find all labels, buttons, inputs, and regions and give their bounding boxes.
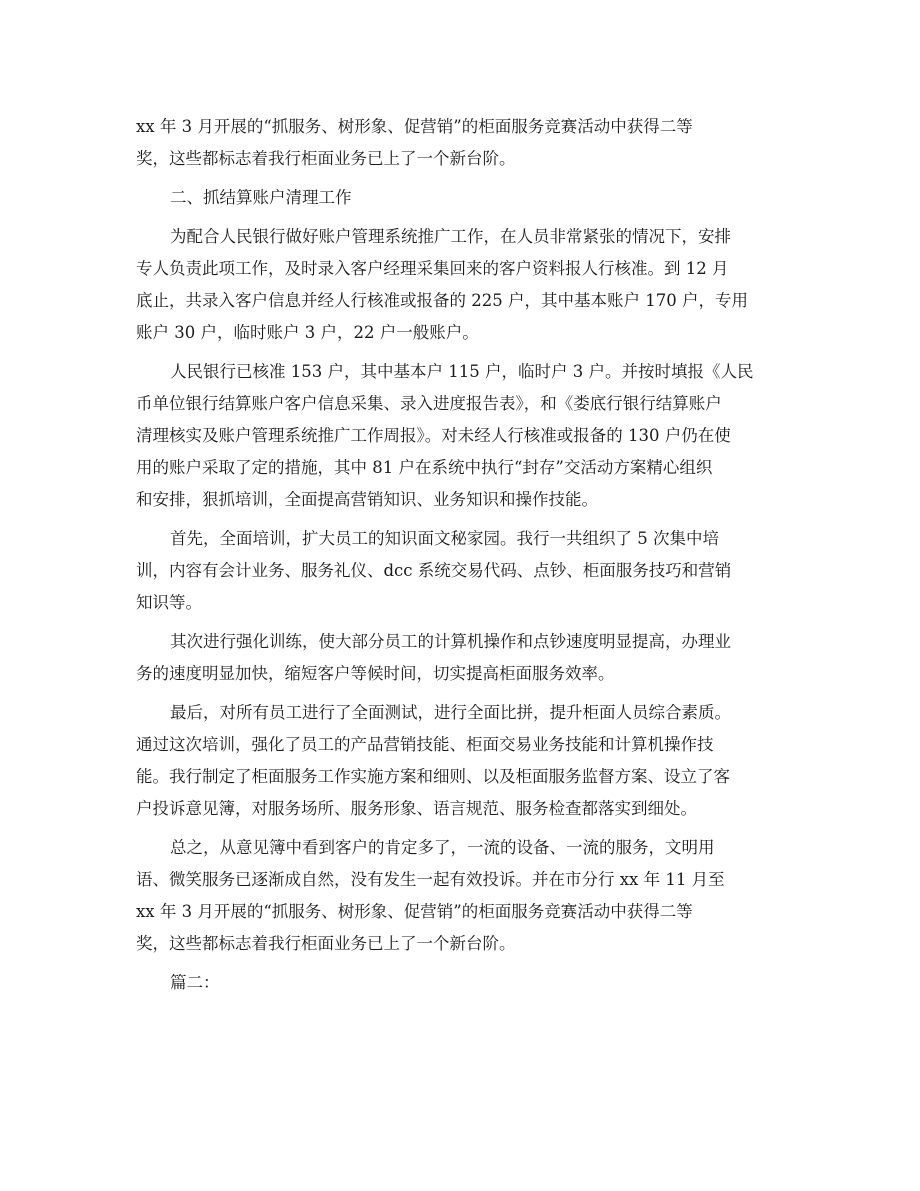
text-line: 和安排，狠抓培训，全面提高营销知识、业务知识和操作技能。: [136, 490, 598, 509]
text-line: 训，内容有会计业务、服务礼仪、dcc 系统交易代码、点钞、柜面服务技巧和营销: [136, 561, 732, 580]
text-line: 奖，这些都标志着我行柜面业务已上了一个新台阶。: [136, 149, 516, 168]
section-heading: [136, 182, 796, 214]
text-line: 能。我行制定了柜面服务工作实施方案和细则、以及柜面服务监督方案、设立了客: [136, 767, 730, 786]
paragraph: [136, 111, 796, 175]
text-line: 通过这次培训，强化了员工的产品营销技能、柜面交易业务技能和计算机操作技: [136, 735, 714, 754]
paragraph: [136, 626, 796, 690]
document-body: [136, 111, 796, 999]
text-line: 人民银行已核准 153 户，其中基本户 115 户，临时户 3 户。并按时填报《人民: [170, 362, 754, 381]
text-line: 账户 30 户，临时账户 3 户，22 户一般账户。: [136, 323, 479, 342]
text-line: 篇二：: [170, 973, 220, 992]
text-line: 奖，这些都标志着我行柜面业务已上了一个新台阶。: [136, 934, 516, 953]
section-label: [136, 967, 796, 999]
text-line: 为配合人民银行做好账户管理系统推广工作，在人员非常紧张的情况下，安排: [170, 227, 731, 246]
text-line: 最后，对所有员工进行了全面测试，进行全面比拼，提升柜面人员综合素质。: [170, 703, 731, 722]
text-line: 语、微笑服务已逐渐成自然，没有发生一起有效投诉。并在市分行 xx 年 11 月至: [136, 870, 725, 889]
text-line: 知识等。: [136, 593, 202, 612]
text-line: 其次进行强化训练，使大部分员工的计算机操作和点钞速度明显提高，办理业: [170, 632, 731, 651]
text-line: 底止，共录入客户信息并经人行核准或报备的 225 户，其中基本账户 170 户，专用: [136, 291, 748, 310]
text-line: 总之，从意见簿中看到客户的肯定多了，一流的设备、一流的服务，文明用: [170, 838, 715, 857]
text-line: 币单位银行结算账户客户信息采集、录入进度报告表》，和《娄底行银行结算账户: [136, 394, 722, 413]
text-line: 务的速度明显加快，缩短客户等候时间，切实提高柜面服务效率。: [136, 664, 615, 683]
text-line: 户投诉意见簿，对服务场所、服务形象、语言规范、服务检查都落实到细处。: [136, 799, 697, 818]
text-line: 二、抓结算账户清理工作: [170, 188, 352, 207]
text-line: 清理核实及账户管理系统推广工作周报》。对未经人行核准或报备的 130 户仍在使: [136, 426, 731, 445]
text-line: 用的账户采取了定的措施，其中 81 户在系统中执行“封存”交活动方案精心组织: [136, 458, 713, 477]
paragraph: [136, 832, 796, 960]
text-line: xx 年 3 月开展的“抓服务、树形象、促营销”的柜面服务竞赛活动中获得二等: [136, 117, 693, 136]
text-line: 首先，全面培训，扩大员工的知识面文秘家园。我行一共组织了 5 次集中培: [170, 529, 719, 548]
text-line: xx 年 3 月开展的“抓服务、树形象、促营销”的柜面服务竞赛活动中获得二等: [136, 902, 693, 921]
paragraph: [136, 697, 796, 825]
paragraph: [136, 221, 796, 349]
paragraph: [136, 523, 796, 619]
paragraph: [136, 356, 796, 516]
text-line: 专人负责此项工作，及时录入客户经理采集回来的客户资料报人行核准。到 12 月: [136, 259, 729, 278]
